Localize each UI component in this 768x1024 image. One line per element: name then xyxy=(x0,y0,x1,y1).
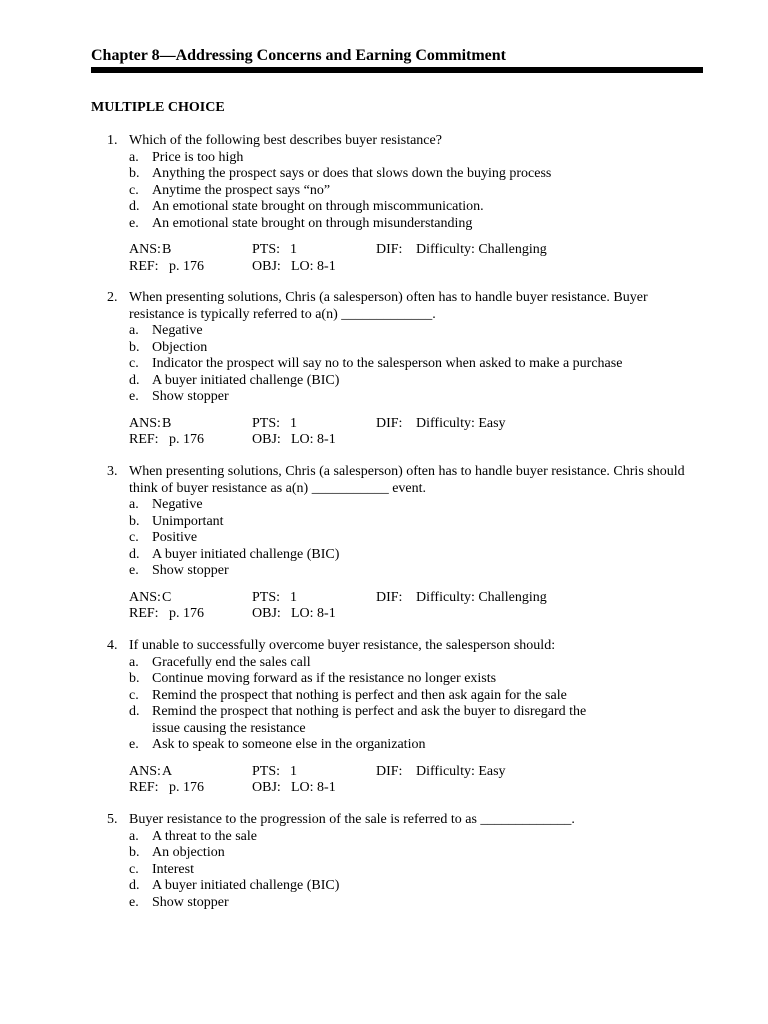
choice-text: Price is too high xyxy=(152,149,244,165)
ans-label: ANS: xyxy=(129,242,161,257)
ref-value: p. 176 xyxy=(169,432,204,447)
choice-b xyxy=(91,845,703,862)
choice-text: Negative xyxy=(152,497,203,512)
question-text: Which of the following best describes buyer resistance? xyxy=(129,133,442,148)
pts-value: 1 xyxy=(290,589,297,605)
choice-letter: b. xyxy=(129,671,140,686)
choice-text: Objection xyxy=(152,339,208,355)
question-number: 2. xyxy=(107,290,118,305)
question-3 xyxy=(91,464,703,623)
obj-value: LO: 8-1 xyxy=(291,258,336,274)
pts-label: PTS: xyxy=(252,242,281,257)
choice-text: Show stopper xyxy=(152,389,229,404)
choice-text: Gracefully end the sales call xyxy=(152,654,311,670)
ans-value: B xyxy=(162,242,172,257)
objective xyxy=(252,259,336,276)
ans-value: A xyxy=(162,763,173,779)
chapter-title: Chapter 8—Addressing Concerns and Earning Commitment xyxy=(91,47,506,64)
choice-letter: d. xyxy=(129,546,140,562)
dif-label: DIF: xyxy=(376,242,403,257)
choice-text: Remind the prospect that nothing is perfect and then ask again for the sale xyxy=(152,687,567,703)
choice-letter: c. xyxy=(129,530,139,545)
choice-a xyxy=(91,829,703,846)
answer-key xyxy=(129,764,172,781)
choice-text: Anything the prospect says or does that slows down the buying process xyxy=(152,166,552,181)
dif-value: Difficulty: Easy xyxy=(416,415,506,431)
title-rule xyxy=(91,67,703,73)
choice-letter: d. xyxy=(129,878,140,893)
choice-list xyxy=(91,323,703,406)
dif-label: DIF: xyxy=(376,415,403,431)
objective xyxy=(252,432,336,449)
answer-key xyxy=(129,242,171,259)
choice-list xyxy=(91,150,703,233)
choice-text: Interest xyxy=(152,861,194,877)
question-stem xyxy=(91,290,703,323)
answer-metadata xyxy=(91,590,703,623)
choice-e xyxy=(91,563,703,580)
choice-letter: a. xyxy=(129,654,139,670)
ans-label: ANS: xyxy=(129,415,161,431)
choice-a xyxy=(91,497,703,514)
choice-letter: a. xyxy=(129,323,139,338)
choice-c xyxy=(91,688,703,705)
choice-list xyxy=(91,497,703,580)
choice-e xyxy=(91,895,703,912)
question-4 xyxy=(91,638,703,797)
choice-list xyxy=(91,829,703,912)
choice-text: A buyer initiated challenge (BIC) xyxy=(152,546,340,562)
question-stem xyxy=(91,464,703,497)
question-text: If unable to successfully overcome buyer resistance, the salesperson should: xyxy=(129,638,556,653)
choice-d xyxy=(91,199,703,216)
obj-label: OBJ: xyxy=(252,258,281,274)
choice-c xyxy=(91,530,703,547)
obj-value: LO: 8-1 xyxy=(291,606,336,621)
choice-d xyxy=(91,547,703,564)
points xyxy=(252,242,297,259)
choice-letter: a. xyxy=(129,149,139,165)
obj-label: OBJ: xyxy=(252,606,281,621)
choice-e xyxy=(91,389,703,406)
ref-value: p. 176 xyxy=(169,606,204,621)
pts-label: PTS: xyxy=(252,763,281,779)
question-text: When presenting solutions, Chris (a salesperson) often has to handle buyer resistance. Buyer resistance is typically referred to a(n) _____________. xyxy=(129,290,648,322)
choice-a xyxy=(91,655,703,672)
difficulty xyxy=(376,242,547,259)
choice-text: Negative xyxy=(152,323,203,338)
choice-c xyxy=(91,183,703,200)
question-2 xyxy=(91,290,703,449)
choice-text: Show stopper xyxy=(152,894,229,910)
choice-text: An emotional state brought on through miscommunication. xyxy=(152,199,484,214)
choice-e xyxy=(91,216,703,233)
question-stem xyxy=(91,133,703,150)
choice-text: Show stopper xyxy=(152,563,229,578)
ref-label: REF: xyxy=(129,606,159,621)
question-text: Buyer resistance to the progression of the sale is referred to as _____________. xyxy=(129,812,575,827)
dif-label: DIF: xyxy=(376,763,403,779)
choice-text: Ask to speak to someone else in the organization xyxy=(152,737,426,752)
choice-list xyxy=(91,655,703,754)
choice-b xyxy=(91,340,703,357)
question-number: 4. xyxy=(107,638,118,653)
obj-value: LO: 8-1 xyxy=(291,432,336,447)
pts-value: 1 xyxy=(290,242,297,257)
choice-letter: d. xyxy=(129,199,140,214)
choice-text: An objection xyxy=(152,845,225,860)
choice-text: Anytime the prospect says “no” xyxy=(152,182,331,198)
obj-label: OBJ: xyxy=(252,780,281,795)
dif-value: Difficulty: Challenging xyxy=(416,589,547,605)
question-stem xyxy=(91,638,703,655)
ref-value: p. 176 xyxy=(169,780,204,795)
pts-value: 1 xyxy=(290,415,297,431)
points xyxy=(252,764,297,781)
choice-letter: e. xyxy=(129,737,139,752)
ref-label: REF: xyxy=(129,258,159,274)
ref-value: p. 176 xyxy=(169,258,204,274)
choice-text: Positive xyxy=(152,530,198,545)
choice-e xyxy=(91,737,703,754)
choice-text: A threat to the sale xyxy=(152,828,257,844)
choice-letter: c. xyxy=(129,861,139,877)
answer-metadata xyxy=(91,242,703,275)
pts-value: 1 xyxy=(290,763,297,779)
question-text: When presenting solutions, Chris (a salesperson) often has to handle buyer resistance. Chris should think of buyer resistance as a(n) ___________ event. xyxy=(129,464,685,496)
reference xyxy=(129,432,204,449)
ref-label: REF: xyxy=(129,780,159,795)
choice-letter: b. xyxy=(129,339,140,355)
answer-metadata xyxy=(91,416,703,449)
choice-d xyxy=(91,878,703,895)
reference xyxy=(129,780,204,797)
choice-letter: e. xyxy=(129,389,139,404)
choice-text: Unimportant xyxy=(152,513,224,529)
choice-letter: c. xyxy=(129,182,139,198)
choice-c xyxy=(91,356,703,373)
choice-d xyxy=(91,373,703,390)
dif-label: DIF: xyxy=(376,589,403,605)
choice-letter: e. xyxy=(129,215,139,231)
choice-letter: c. xyxy=(129,687,139,703)
reference xyxy=(129,606,204,623)
choice-b xyxy=(91,166,703,183)
dif-value: Difficulty: Easy xyxy=(416,763,506,779)
obj-value: LO: 8-1 xyxy=(291,780,336,795)
ans-label: ANS: xyxy=(129,589,161,605)
choice-text: A buyer initiated challenge (BIC) xyxy=(152,878,340,893)
choice-letter: a. xyxy=(129,497,139,512)
objective xyxy=(252,606,336,623)
answer-key xyxy=(129,590,171,607)
question-number: 3. xyxy=(107,464,118,479)
choice-letter: e. xyxy=(129,894,139,910)
ref-label: REF: xyxy=(129,432,159,447)
points xyxy=(252,590,297,607)
question-number: 1. xyxy=(107,133,118,148)
choice-a xyxy=(91,323,703,340)
question-1 xyxy=(91,133,703,275)
choice-letter: d. xyxy=(129,372,140,388)
pts-label: PTS: xyxy=(252,415,281,431)
difficulty xyxy=(376,590,547,607)
choice-letter: a. xyxy=(129,828,139,844)
dif-value: Difficulty: Challenging xyxy=(416,242,547,257)
ans-value: B xyxy=(162,415,172,431)
difficulty xyxy=(376,416,506,433)
choice-text: Remind the prospect that nothing is perfect and ask the buyer to disregard the issue causing the resistance xyxy=(152,704,587,736)
difficulty xyxy=(376,764,506,781)
ans-label: ANS: xyxy=(129,763,161,779)
choice-a xyxy=(91,150,703,167)
ans-value: C xyxy=(162,589,172,605)
choice-c xyxy=(91,862,703,879)
answer-key xyxy=(129,416,171,433)
choice-letter: b. xyxy=(129,166,140,181)
choice-letter: b. xyxy=(129,845,140,860)
question-number: 5. xyxy=(107,812,118,827)
question-stem xyxy=(91,812,703,829)
choice-text: Indicator the prospect will say no to the salesperson when asked to make a purchase xyxy=(152,356,623,371)
points xyxy=(252,416,297,433)
answer-metadata xyxy=(91,764,703,797)
choice-text: An emotional state brought on through misunderstanding xyxy=(152,215,473,231)
choice-b xyxy=(91,671,703,688)
choice-text: A buyer initiated challenge (BIC) xyxy=(152,372,340,388)
choice-text: Continue moving forward as if the resistance no longer exists xyxy=(152,671,497,686)
choice-b xyxy=(91,514,703,531)
choice-letter: e. xyxy=(129,563,139,578)
choice-letter: b. xyxy=(129,513,140,529)
choice-d xyxy=(91,704,703,737)
choice-letter: d. xyxy=(129,704,140,719)
obj-label: OBJ: xyxy=(252,432,281,447)
choice-letter: c. xyxy=(129,356,139,371)
question-5 xyxy=(91,812,703,911)
reference xyxy=(129,259,204,276)
section-title: MULTIPLE CHOICE xyxy=(91,100,225,115)
pts-label: PTS: xyxy=(252,589,281,605)
objective xyxy=(252,780,336,797)
